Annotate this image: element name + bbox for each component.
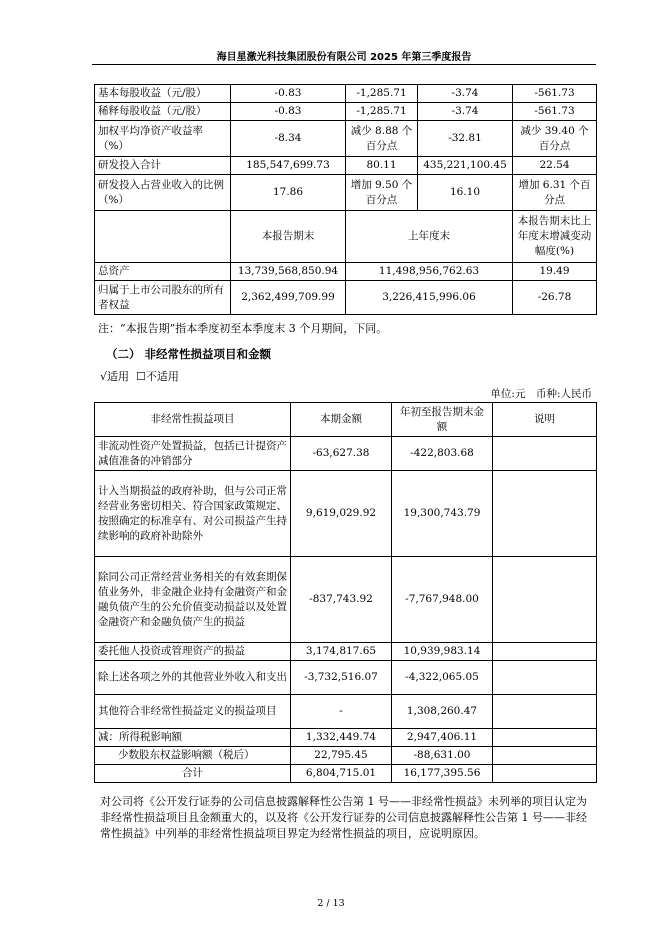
table-row bbox=[95, 103, 597, 121]
table-total-row bbox=[95, 765, 597, 783]
table-cell: 减少 8.88 个百分点 bbox=[346, 121, 418, 157]
table-cell: 增加 9.50 个百分点 bbox=[346, 175, 418, 211]
table-row bbox=[95, 281, 597, 315]
table-cell: -837,743.92 bbox=[291, 557, 392, 643]
explanation-paragraph: 对公司将《公开发行证券的公司信息披露解释性公告第 1 号——非经常性损益》未列举的项目认定为非经常性损益项目且金额重大的，以及将《公开发行证券的公司信息披露解释性公告第 1 号——非经常性损益》中列举的非经常性损益项目界定为经常性损益的项目，应说明原因。 bbox=[100, 795, 587, 840]
non-recurring-items-table bbox=[94, 402, 597, 783]
table-cell: 加权平均净资产收益率（%） bbox=[95, 121, 231, 157]
table-row bbox=[95, 643, 597, 661]
table-row bbox=[95, 661, 597, 695]
table-cell: 19,300,743.79 bbox=[392, 471, 493, 557]
table-cell: -3.74 bbox=[418, 103, 513, 121]
table-row bbox=[95, 695, 597, 729]
table-cell: 2,947,406.11 bbox=[392, 729, 493, 747]
table-cell: -0.83 bbox=[231, 103, 346, 121]
table-cell: -4,322,065.05 bbox=[392, 661, 493, 695]
table-cell: -3.74 bbox=[418, 85, 513, 103]
table-header-cell: 本报告期末比上年度末增减变动幅度(%) bbox=[513, 211, 597, 263]
table-cell: -8.34 bbox=[231, 121, 346, 157]
table-cell bbox=[493, 747, 597, 765]
table-cell bbox=[493, 695, 597, 729]
table-cell: 增加 6.31 个百分点 bbox=[513, 175, 597, 211]
table-cell: 11,498,956,762.63 bbox=[346, 263, 513, 281]
table-cell: 归属于上市公司股东的所有者权益 bbox=[95, 281, 231, 315]
table-cell: 19.49 bbox=[513, 263, 597, 281]
table-cell: 22.54 bbox=[513, 157, 597, 175]
table-cell: 1,332,449.74 bbox=[291, 729, 392, 747]
table-cell: -561.73 bbox=[513, 103, 597, 121]
table-cell: -1,285.71 bbox=[346, 103, 418, 121]
table-cell: -63,627.38 bbox=[291, 437, 392, 471]
table-row bbox=[95, 263, 597, 281]
table-cell: 合计 bbox=[95, 765, 291, 783]
table-cell: 3,174,817.65 bbox=[291, 643, 392, 661]
table-cell: 10,939,983.14 bbox=[392, 643, 493, 661]
table-header-cell: 本期金额 bbox=[291, 403, 392, 437]
table-cell: 2,362,499,709.99 bbox=[231, 281, 346, 315]
table-row bbox=[95, 157, 597, 175]
table-cell: 总资产 bbox=[95, 263, 231, 281]
table-note: 注：“本报告期”指本季度初至本季度末 3 个月期间，下同。 bbox=[98, 322, 388, 335]
table-cell: 稀释每股收益（元/股） bbox=[95, 103, 231, 121]
applicable-checkbox: √适用 bbox=[100, 370, 130, 383]
table-header-cell: 非经常性损益项目 bbox=[95, 403, 291, 437]
table-row bbox=[95, 557, 597, 643]
table-cell: 减少 39.40 个百分点 bbox=[513, 121, 597, 157]
table-cell: 17.86 bbox=[231, 175, 346, 211]
table-row bbox=[95, 747, 597, 765]
financial-indicators-table bbox=[94, 84, 597, 315]
applicability-row bbox=[100, 368, 179, 384]
table-cell: -32.81 bbox=[418, 121, 513, 157]
table-cell: -0.83 bbox=[231, 85, 346, 103]
table-cell bbox=[493, 643, 597, 661]
header-rule bbox=[92, 64, 596, 65]
table-cell: -3,732,516.07 bbox=[291, 661, 392, 695]
table-cell: 6,804,715.01 bbox=[291, 765, 392, 783]
table-cell: -7,767,948.00 bbox=[392, 557, 493, 643]
table-cell bbox=[493, 661, 597, 695]
table-cell: 委托他人投资或管理资产的损益 bbox=[95, 643, 291, 661]
table-cell: 研发投入合计 bbox=[95, 157, 231, 175]
table-cell bbox=[493, 471, 597, 557]
table-cell bbox=[493, 729, 597, 747]
not-applicable-checkbox: ☐不适用 bbox=[136, 370, 179, 383]
table-cell: 除上述各项之外的其他营业外收入和支出 bbox=[95, 661, 291, 695]
table-cell bbox=[95, 211, 231, 263]
table-cell: 22,795.45 bbox=[291, 747, 392, 765]
table-header-cell: 上年度末 bbox=[346, 211, 513, 263]
currency-unit: 单位:元 币种:人民币 bbox=[490, 388, 592, 400]
table-row bbox=[95, 121, 597, 157]
table-cell bbox=[493, 437, 597, 471]
table-header-cell: 说明 bbox=[493, 403, 597, 437]
table-cell: 9,619,029.92 bbox=[291, 471, 392, 557]
table-row bbox=[95, 729, 597, 747]
table-cell: -26.78 bbox=[513, 281, 597, 315]
table-row bbox=[95, 471, 597, 557]
table-cell: 435,221,100.45 bbox=[418, 157, 513, 175]
table-cell: -88,631.00 bbox=[392, 747, 493, 765]
table-cell: 减：所得税影响额 bbox=[95, 729, 291, 747]
table-cell: 基本每股收益（元/股） bbox=[95, 85, 231, 103]
table-cell bbox=[493, 557, 597, 643]
table-cell: - bbox=[291, 695, 392, 729]
table-cell: -561.73 bbox=[513, 85, 597, 103]
table-cell: -1,285.71 bbox=[346, 85, 418, 103]
table-cell bbox=[493, 765, 597, 783]
table-subheader-row bbox=[95, 211, 597, 263]
table-cell: 计入当期损益的政府补助，但与公司正常经营业务密切相关、符合国家政策规定、按照确定的标准享有、对公司损益产生持续影响的政府补助除外 bbox=[95, 471, 291, 557]
table-row bbox=[95, 437, 597, 471]
table-cell: 185,547,699.73 bbox=[231, 157, 346, 175]
page-number: 2 / 13 bbox=[317, 898, 345, 909]
table-cell: 3,226,415,996.06 bbox=[346, 281, 513, 315]
table-cell: 少数股东权益影响额（税后） bbox=[95, 747, 291, 765]
table-cell: 1,308,260.47 bbox=[392, 695, 493, 729]
table-row bbox=[95, 175, 597, 211]
table-header-row bbox=[95, 403, 597, 437]
table-header-cell: 年初至报告期末金额 bbox=[392, 403, 493, 437]
table-cell: 非流动性资产处置损益，包括已计提资产减值准备的冲销部分 bbox=[95, 437, 291, 471]
table-cell: 13,739,568,850.94 bbox=[231, 263, 346, 281]
table-row bbox=[95, 85, 597, 103]
table-cell: 其他符合非经常性损益定义的损益项目 bbox=[95, 695, 291, 729]
table-cell: 除同公司正常经营业务相关的有效套期保值业务外，非金融企业持有金融资产和金融负债产生的公允价值变动损益以及处置金融资产和金融负债产生的损益 bbox=[95, 557, 291, 643]
table-header-cell: 本报告期末 bbox=[231, 211, 346, 263]
page-header-title: 海目星激光科技集团股份有限公司 2025 年第三季度报告 bbox=[216, 52, 472, 63]
table-cell: 80.11 bbox=[346, 157, 418, 175]
table-cell: 16,177,395.56 bbox=[392, 765, 493, 783]
section-title: （二） 非经常性损益项目和金额 bbox=[106, 347, 272, 361]
table-cell: 研发投入占营业收入的比例（%） bbox=[95, 175, 231, 211]
table-cell: -422,803.68 bbox=[392, 437, 493, 471]
table-cell: 16.10 bbox=[418, 175, 513, 211]
